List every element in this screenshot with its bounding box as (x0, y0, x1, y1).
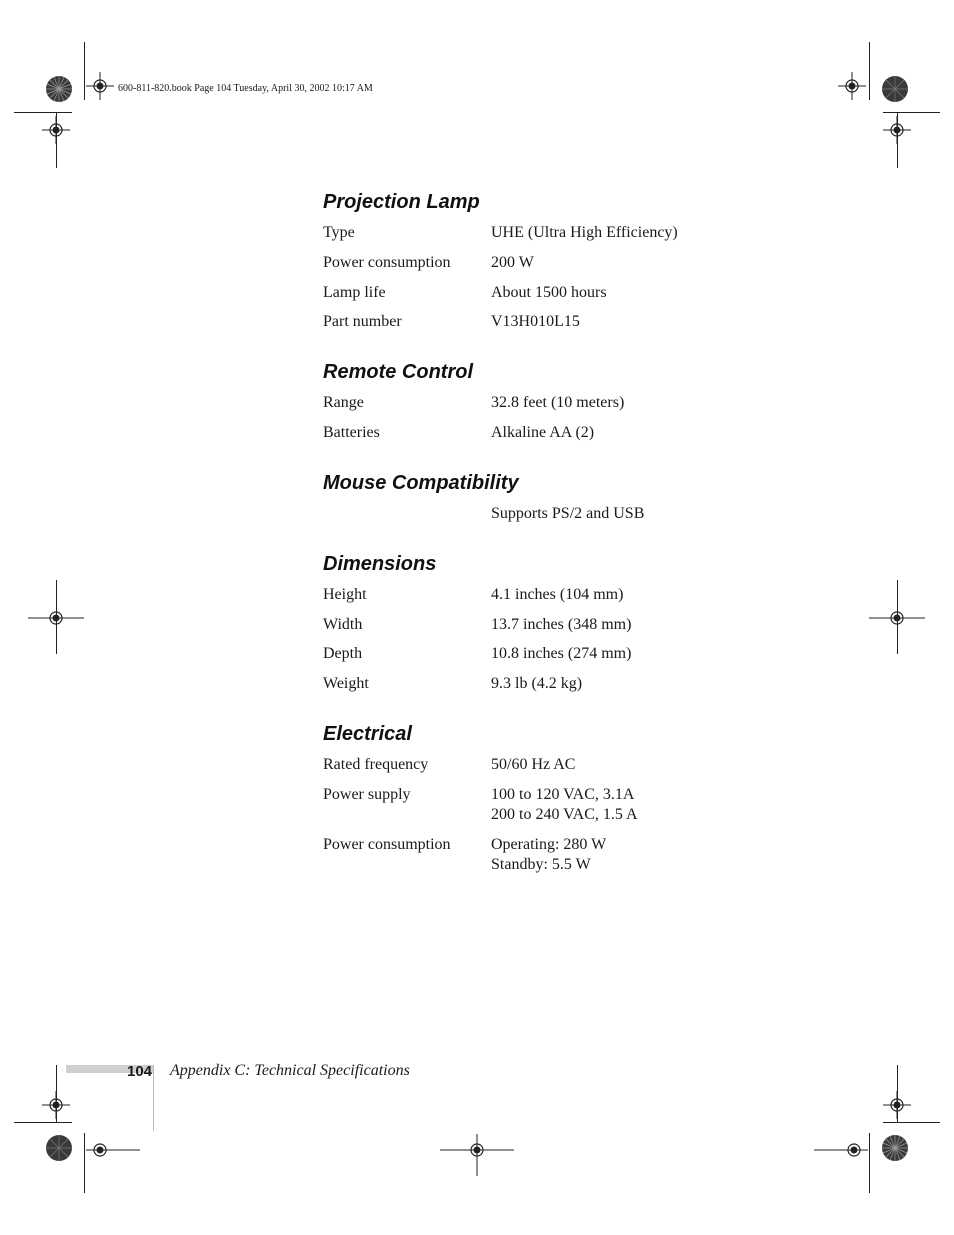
spec-label: Type (323, 224, 355, 241)
spec-value: UHE (Ultra High Efficiency) (491, 224, 678, 241)
spec-value: 100 to 120 VAC, 3.1A 200 to 240 VAC, 1.5 A (491, 786, 638, 823)
running-footer-title: Appendix C: Technical Specifications (170, 1062, 410, 1079)
spec-value: Operating: 280 W Standby: 5.5 W (491, 836, 607, 873)
section-title-mouse-compatibility: Mouse Compatibility (323, 472, 519, 494)
starburst-mark-icon (881, 75, 909, 103)
spec-value: V13H010L15 (491, 313, 580, 330)
registration-mark-icon (28, 604, 84, 632)
section-title-electrical: Electrical (323, 723, 412, 745)
spec-value: 32.8 feet (10 meters) (491, 394, 625, 411)
spec-label: Batteries (323, 424, 380, 441)
registration-mark-icon (440, 1134, 514, 1176)
registration-mark-icon (42, 116, 70, 144)
starburst-mark-icon (45, 75, 73, 103)
spec-value: 13.7 inches (348 mm) (491, 616, 632, 633)
file-info-header: 600-811-820.book Page 104 Tuesday, April 30, 2002 10:17 AM (118, 83, 373, 94)
spec-value: 200 W (491, 254, 534, 271)
spec-label: Height (323, 586, 367, 603)
spec-value: Alkaline AA (2) (491, 424, 595, 441)
spec-value: Supports PS/2 and USB (491, 505, 645, 522)
registration-mark-icon (42, 1091, 70, 1119)
spec-label: Rated frequency (323, 756, 429, 773)
spec-value: 50/60 Hz AC (491, 756, 576, 773)
footer-divider (153, 1065, 154, 1131)
section-title-projection-lamp: Projection Lamp (323, 191, 480, 213)
registration-mark-icon (869, 604, 925, 632)
spec-label: Width (323, 616, 363, 633)
spec-value: 10.8 inches (274 mm) (491, 645, 632, 662)
spec-label: Power consumption (323, 254, 451, 271)
spec-label: Part number (323, 313, 402, 330)
starburst-mark-icon (45, 1134, 73, 1162)
spec-label: Weight (323, 675, 369, 692)
spec-value: 4.1 inches (104 mm) (491, 586, 624, 603)
spec-value: 9.3 lb (4.2 kg) (491, 675, 583, 692)
registration-mark-icon (883, 116, 911, 144)
spec-label: Lamp life (323, 284, 386, 301)
registration-mark-icon (86, 72, 114, 100)
starburst-mark-icon (881, 1134, 909, 1162)
page-number: 104 (127, 1063, 153, 1080)
registration-mark-icon (86, 1136, 140, 1164)
spec-label: Range (323, 394, 364, 411)
registration-mark-icon (883, 1091, 911, 1119)
spec-label: Power supply (323, 786, 411, 803)
section-title-remote-control: Remote Control (323, 361, 473, 383)
spec-value: About 1500 hours (491, 284, 607, 301)
registration-mark-icon (838, 72, 866, 100)
spec-label: Power consumption (323, 836, 451, 853)
registration-mark-icon (814, 1136, 868, 1164)
section-title-dimensions: Dimensions (323, 553, 437, 575)
spec-label: Depth (323, 645, 363, 662)
